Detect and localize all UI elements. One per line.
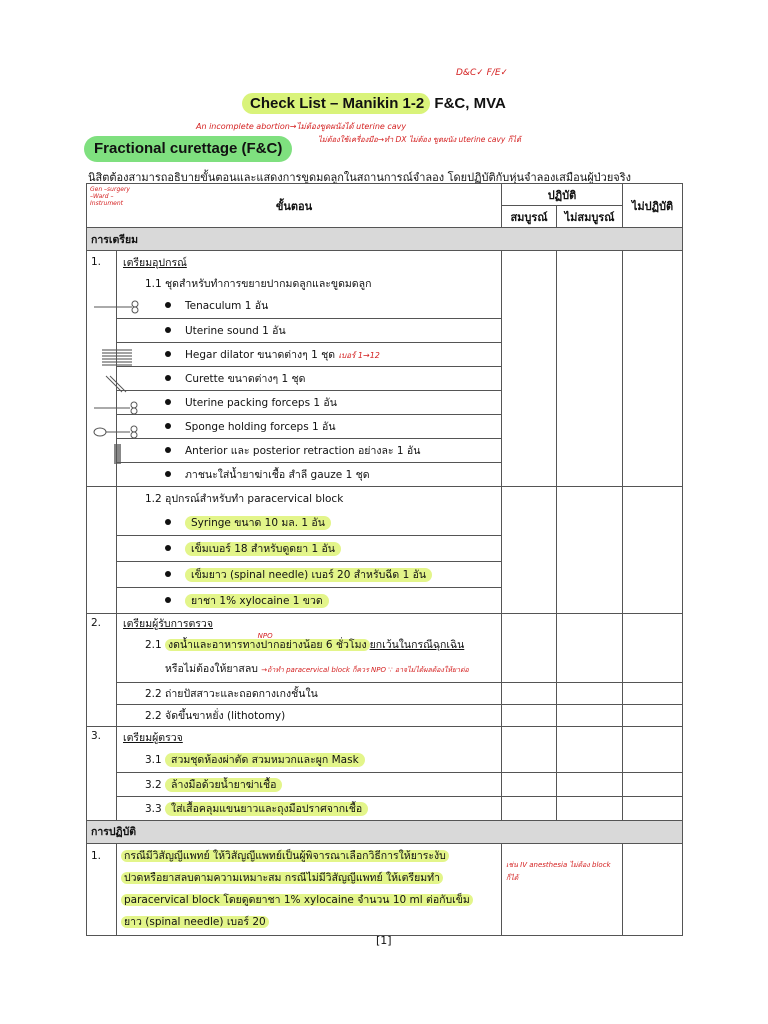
item3-label: เตรียมผู้ตรวจ [123,731,183,744]
section-prep: การเตรียม [87,228,683,251]
annotation-block: →ถ้าทำ paracervical block ก็ควร NPO ∵ อาจไม่ได้ผลต้องให้ยาต่อ [261,665,469,674]
header-perform: ปฏิบัติ [502,184,623,206]
list-item: ภาชนะใส่น้ำยาฆ่าเชื้อ สำลี gauze 1 ชุด [117,463,502,487]
annotation-top-note2: ไม่ต้องใช้เครื่องมือ→ทำ DX ไม่ต้อง ขูดผนัง uterine cavy ก็ได้ [318,135,521,144]
list-item: ยาชา 1% xylocaine 1 ขวด [117,588,502,614]
list-item: Anterior และ posterior retraction อย่างละ 1 อัน [117,439,502,463]
cell-complete[interactable] [502,704,557,726]
list-item: Uterine packing forceps 1 อัน [117,391,502,415]
cell-incomplete[interactable] [557,251,623,487]
cell-not-perform[interactable] [623,772,683,796]
page-number: [1] [376,934,392,947]
sub-3-3: ใส่เสื้อคลุมแขนยาวและถุงมือปราศจากเชื้อ [165,802,368,816]
cell-incomplete[interactable] [557,796,623,820]
cell-not-perform[interactable] [623,704,683,726]
cell-not-perform[interactable] [623,726,683,772]
sub-2-1-a: งดน้ำและอาหารทางปากอย่างน้อย 6 ชั่วโมง [165,639,370,651]
do1-line2: ปวดหรือยาสลบตามความเหมาะสม กรณีไม่มีวิสัญญีแพทย์ ให้เตรียมทำ [121,872,443,884]
list-item: Sponge holding forceps 1 อัน [117,415,502,439]
do1-line3: paracervical block โดยดูดยาชา 1% xylocaine จำนวน 10 ml ต่อกับเข็ม [121,894,473,906]
do1-line1: กรณีมีวิสัญญีแพทย์ ให้วิสัญญีแพทย์เป็นผู้พิจารณาเลือกวิธีการให้ยาระงับ [121,850,449,862]
cell-incomplete[interactable] [557,704,623,726]
cell-incomplete[interactable] [557,772,623,796]
item1-label: เตรียมอุปกรณ์ [123,256,187,269]
list-item: Syringe ขนาด 10 มล. 1 อัน [117,510,502,536]
cell-incomplete[interactable] [557,726,623,772]
item1-num: 1. [87,251,117,487]
cell-complete[interactable] [502,796,557,820]
sub-2-1-b: ยกเว้นในกรณีฉุกเฉิน [369,638,465,651]
checklist-table: ขั้นตอน ปฏิบัติ ไม่ปฏิบัติ สมบูรณ์ ไม่สมบูรณ์ การเตรียม 1. เตรียมอุปกรณ์ 1.1 ชุดสำหรับทำการขยายปากมดลูกและขูดมดลูก Tenaculum 1 อัน Uterine sound 1 อัน Hegar dilator ขนาดต่างๆ 1 ชุด เบอร์ 1→12 Curette ขนาดต่างๆ 1 ชุด Uterine packing forceps 1 อัน Sponge holding forceps 1 อัน Anterior และ posterior retraction อย่างละ 1 อัน ภาชนะใส่น้ำยาฆ่าเชื้อ สำลี gauze 1 ชุด 1.2 อุปกรณ์สำหรับทำ paracervical block Syringe ขนาด 10 มล. 1 อัน เข็มเบอร์ 18 สำหรับดูดยา 1 อัน เข็มยาว (spinal needle) เบอร์ 20 สำหรับฉีด 1 อัน ยาชา 1% xylocaine 1 ขวด 2. เตรียมผู้รับการตรวจ 2.1 งดน้ำและอาหารทางปากอย่างน้อย 6 ชั่วโมง ยกเว้นในกรณีฉุกเฉิน $^{NPO}$ หรือไม่ต้องให้ยาสลบ →ถ้าทำ paracervical block ก็ควร NPO ∵ อาจไม่ได้ผลต้องให้ยาต่อ 2.2 ถ่ายปัสสาวะและถอดกางเกงชั้นใน 2.2 จัดขึ้นขาหยั่ง (lithotomy) 3. เตรียมผู้ตรวจ 3.1 สวมชุดห้องผ่าตัด สวมหมวกและผูก Mask 3.2 ล้างมือด้วยน้ำยาฆ่าเชื้อ 3.3 ใส่เสื้อคลุมแขนยาวและถุงมือปราศจากเชื้อ การปฏิบัติ 1. กรณีมีวิสัญญีแพทย์ ให้วิสัญญีแพทย์เป็นผู้พิจารณาเลือกวิธีการให้ยาระงับ ปวดหรือยาสลบตามความเหมาะสม กรณีไม่มีวิสัญญีแพทย์ ให้เตรียมทำ paracervical block โดยดูดยาชา 1% xylocaine จำนวน 10 ml ต่อกับเข็ม ยาว (spinal needle) เบอร์ 20 เช่น IV anesthesia ไม่ต้อง block ก็ได้ [86,183,683,936]
cell-incomplete[interactable] [557,487,623,614]
cell-complete[interactable] [502,614,557,683]
annotation-hegar: เบอร์ 1→12 [338,351,380,360]
sub-1-1: 1.1 ชุดสำหรับทำการขยายปากมดลูกและขูดมดลูก [145,278,372,290]
header-complete: สมบูรณ์ [502,206,557,228]
annotation-left-note: Gen –surgery –Ward –Instrument [90,186,130,207]
title-suffix: F&C, MVA [434,95,506,112]
cell-complete[interactable] [502,772,557,796]
header-step: ขั้นตอน [87,184,502,228]
page-title [236,92,512,116]
annotation-npo: NPO [257,631,273,640]
cell-complete[interactable] [502,726,557,772]
section-do: การปฏิบัติ [87,820,683,843]
title-main: Check List – Manikin 1-2 [242,93,430,114]
cell-not-perform[interactable] [623,796,683,820]
cell-not-perform[interactable] [623,682,683,704]
list-item: เข็มยาว (spinal needle) เบอร์ 20 สำหรับฉีด 1 อัน [117,562,502,588]
cell-incomplete[interactable] [557,682,623,704]
header-not-perform: ไม่ปฏิบัติ [623,184,683,228]
intro-text: นิสิตต้องสามารถอธิบายขั้นตอนและแสดงการขูดมดลูกในสถานการณ์จำลอง โดยปฏิบัติกับหุ่นจำลองเสมือนผู้ป่วยจริง [88,171,631,184]
cell-complete[interactable] [502,251,557,487]
header-incomplete: ไม่สมบูรณ์ [557,206,623,228]
sub-2-2b: 2.2 จัดขึ้นขาหยั่ง (lithotomy) [145,709,286,722]
list-item: Tenaculum 1 อัน [117,294,502,319]
header-row [87,184,683,206]
list-item: Hegar dilator ขนาดต่างๆ 1 ชุด เบอร์ 1→12 [117,343,502,367]
cell-complete[interactable] [502,487,557,614]
cell-not-perform[interactable] [623,487,683,614]
annotation-anesth: เช่น IV anesthesia ไม่ต้อง block ก็ได้ [506,860,611,882]
item2-num: 2. [87,614,117,727]
sub-3-2: ล้างมือด้วยน้ำยาฆ่าเชื้อ [165,778,282,792]
do1-num: 1. [87,843,117,935]
sub-2-2a: 2.2 ถ่ายปัสสาวะและถอดกางเกงชั้นใน [145,687,318,700]
sub-1-2: 1.2 อุปกรณ์สำหรับทำ paracervical block [145,492,344,505]
list-item: Curette ขนาดต่างๆ 1 ชุด [117,367,502,391]
sub-2-1-c: หรือไม่ต้องให้ยาสลบ [165,662,258,675]
annotation-top-note1: An incomplete abortion→ไม่ต้องขูดผนังได้ uterine cavy [196,122,407,131]
list-item: Uterine sound 1 อัน [117,319,502,343]
do1-line4: ยาว (spinal needle) เบอร์ 20 [121,916,269,928]
section-title: Fractional curettage (F&C) [84,136,292,162]
cell-not-perform[interactable] [623,251,683,487]
item3-num: 3. [87,726,117,820]
cell-not-perform[interactable] [623,843,683,935]
list-item: เข็มเบอร์ 18 สำหรับดูดยา 1 อัน [117,536,502,562]
item2-label: เตรียมผู้รับการตรวจ [123,618,213,631]
cell-complete[interactable] [502,682,557,704]
cell-not-perform[interactable] [623,614,683,683]
cell-incomplete[interactable] [557,614,623,683]
annotation-top-right: D&C✓ F/E✓ [456,68,509,78]
sub-3-1: สวมชุดห้องผ่าตัด สวมหมวกและผูก Mask [165,753,365,767]
